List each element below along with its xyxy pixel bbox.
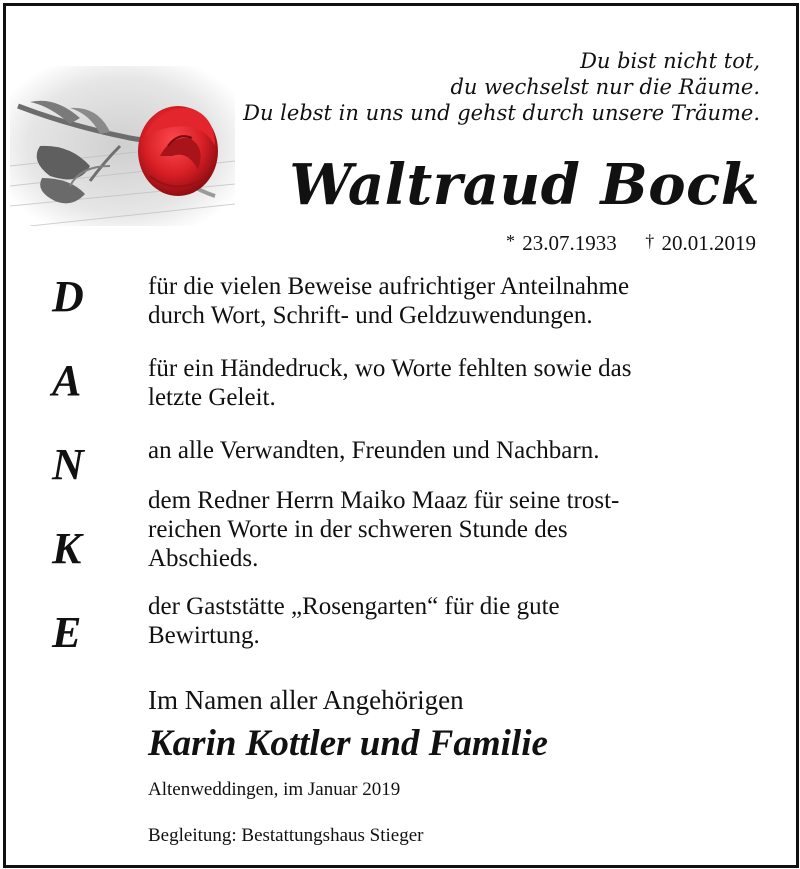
danke-letter-a: A xyxy=(52,356,82,405)
birth-date: 23.07.1933 xyxy=(522,231,617,255)
thanks-line: für ein Händedruck, wo Worte fehlten sowie das xyxy=(148,355,632,382)
poem xyxy=(243,48,760,126)
family-signature: Karin Kottler und Familie xyxy=(148,723,548,764)
thanks-paragraph xyxy=(148,272,768,330)
danke-letter-n: N xyxy=(52,440,84,489)
poem-line: Du bist nicht tot, xyxy=(580,49,760,73)
thanks-line: letzte Geleit. xyxy=(148,384,276,411)
deceased-name: Waltraud Bock xyxy=(289,152,760,218)
thanks-paragraph xyxy=(148,592,768,650)
obituary-frame xyxy=(3,3,799,868)
thanks-line: reichen Worte in der schweren Stunde des xyxy=(148,516,568,543)
red-rose-photo xyxy=(10,66,235,226)
thanks-line: Abschieds. xyxy=(148,545,259,572)
thanks-paragraph xyxy=(148,354,768,412)
poem-line: Du lebst in uns und gehst durch unsere Träume. xyxy=(243,101,760,125)
thanks-line: dem Redner Herrn Maiko Maaz für seine trost- xyxy=(148,487,620,514)
funeral-home: Begleitung: Bestattungshaus Stieger xyxy=(148,825,424,846)
death-date: 20.01.2019 xyxy=(661,231,756,255)
thanks-line: für die vielen Beweise aufrichtiger Anteilnahme xyxy=(148,273,630,300)
place-date: Altenweddingen, im Januar 2019 xyxy=(148,779,401,800)
life-dates xyxy=(506,228,756,256)
thanks-line: durch Wort, Schrift- und Geldzuwendungen. xyxy=(148,302,593,329)
thanks-paragraph xyxy=(148,486,768,573)
death-symbol: † xyxy=(645,231,655,251)
poem-line: du wechselst nur die Räume. xyxy=(450,75,760,99)
danke-letter-d: D xyxy=(52,272,84,321)
birth-symbol: * xyxy=(506,231,515,251)
danke-letter-e: E xyxy=(52,608,82,657)
thanks-line: Bewirtung. xyxy=(148,622,260,649)
thanks-paragraph xyxy=(148,436,768,465)
closing-intro: Im Namen aller Angehörigen xyxy=(148,685,464,715)
thanks-line: der Gaststätte „Rosengarten“ für die gute xyxy=(148,593,560,620)
danke-letter-k: K xyxy=(52,524,82,573)
thanks-line: an alle Verwandten, Freunden und Nachbarn. xyxy=(148,437,600,464)
